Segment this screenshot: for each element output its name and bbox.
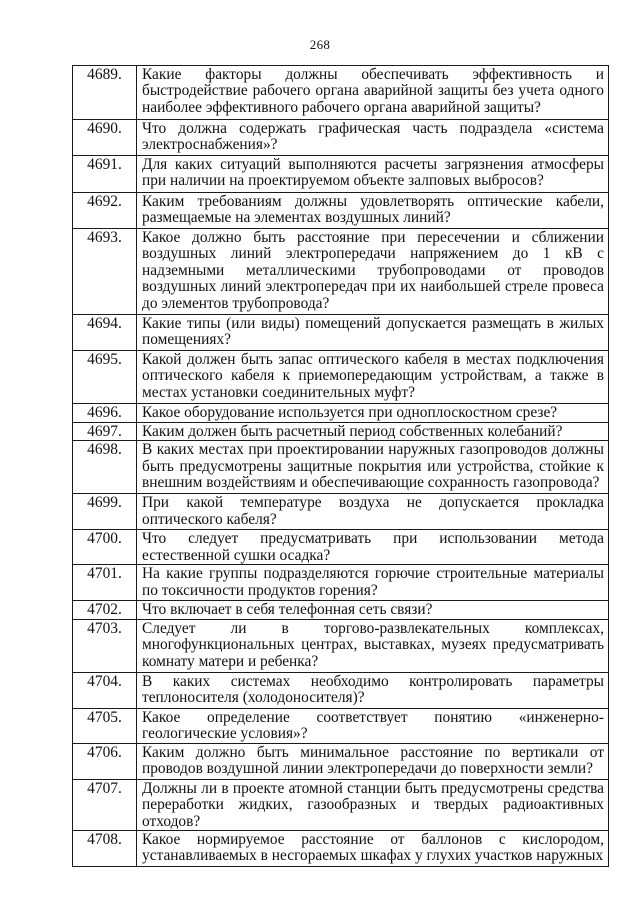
- question-number: 4700.: [73, 530, 137, 565]
- question-text: Каким должен быть расчетный период собственных колебаний?: [137, 423, 609, 441]
- table-row: [73, 619, 609, 672]
- question-text: При какой температуре воздуха не допускается прокладка оптического кабеля?: [137, 494, 609, 530]
- questions-table: [72, 65, 609, 867]
- question-number: 4699.: [73, 494, 137, 530]
- table-row: [73, 530, 609, 565]
- question-text: Какое оборудование используется при одноплоскостном срезе?: [137, 404, 609, 423]
- table-row: [73, 601, 609, 619]
- question-text: Должны ли в проекте атомной станции быть предусмотрены средства переработки жидких, газообразных и твердых радиоактивных отходов?: [137, 779, 609, 830]
- question-number: 4690.: [73, 120, 137, 156]
- question-number: 4704.: [73, 672, 137, 708]
- table-row: [73, 193, 609, 229]
- question-text: Какие факторы должны обеспечивать эффективность и быстродействие рабочего органа аварийной защиты без учета одного наиболее эффективного рабочего органа аварийной защиты?: [137, 66, 609, 120]
- question-number: 4708.: [73, 831, 137, 867]
- table-row: [73, 120, 609, 156]
- question-number: 4706.: [73, 743, 137, 779]
- question-text: Какое должно быть расстояние при пересечении и сближении воздушных линий электропередачи напряжением до 1 кВ с надземными металлическими трубопроводами от проводов воздушных линий электропередач при их наибольшей стреле провеса до элементов трубопровода?: [137, 229, 609, 315]
- table-row: [73, 831, 609, 867]
- question-text: Для каких ситуаций выполняются расчеты загрязнения атмосферы при наличии на проектируемом объекте залповых выбросов?: [137, 156, 609, 193]
- table-row: [73, 708, 609, 743]
- table-row: [73, 779, 609, 830]
- question-number: 4695.: [73, 351, 137, 404]
- question-text: В каких местах при проектировании наружных газопроводов должны быть предусмотрены защитные покрытия или устройства, стойкие к внешним воздействиям и обеспечивающие сохранность газопровода?: [137, 441, 609, 494]
- table-row: [73, 404, 609, 423]
- page-number: 268: [309, 37, 331, 52]
- question-text: На какие группы подразделяются горючие строительные материалы по токсичности продуктов горения?: [137, 565, 609, 601]
- question-number: 4693.: [73, 229, 137, 315]
- table-row: [73, 672, 609, 708]
- table-row: [73, 441, 609, 494]
- question-number: 4698.: [73, 441, 137, 494]
- question-number: 4707.: [73, 779, 137, 830]
- question-text: Что включает в себя телефонная сеть связи?: [137, 601, 609, 619]
- question-number: 4691.: [73, 156, 137, 193]
- table-row: [73, 351, 609, 404]
- question-number: 4694.: [73, 315, 137, 351]
- question-number: 4696.: [73, 404, 137, 423]
- question-text: Какие типы (или виды) помещений допускается размещать в жилых помещениях?: [137, 315, 609, 351]
- question-text: Какое определение соответствует понятию «инженерно-геологические условия»?: [137, 708, 609, 743]
- question-text: Каким должно быть минимальное расстояние по вертикали от проводов воздушной линии электропередачи до поверхности земли?: [137, 743, 609, 779]
- question-number: 4692.: [73, 193, 137, 229]
- question-number: 4703.: [73, 619, 137, 672]
- table-row: [73, 565, 609, 601]
- question-text: Следует ли в торгово-развлекательных комплексах, многофункциональных центрах, выставках, музеях предусматривать комнату матери и ребенка?: [137, 619, 609, 672]
- question-number: 4705.: [73, 708, 137, 743]
- table-row: [73, 315, 609, 351]
- question-text: В каких системах необходимо контролировать параметры теплоносителя (холодоносителя)?: [137, 672, 609, 708]
- table-row: [73, 156, 609, 193]
- question-text: Каким требованиям должны удовлетворять оптические кабели, размещаемые на элементах воздушных линий?: [137, 193, 609, 229]
- table-row: [73, 229, 609, 315]
- table-row: [73, 494, 609, 530]
- question-text: Какой должен быть запас оптического кабеля в местах подключения оптического кабеля к приемопередающим устройствам, а также в местах установки соединительных муфт?: [137, 351, 609, 404]
- question-text: Что должна содержать графическая часть подраздела «система электроснабжения»?: [137, 120, 609, 156]
- question-number: 4697.: [73, 423, 137, 441]
- question-text: Что следует предусматривать при использовании метода естественной сушки осадка?: [137, 530, 609, 565]
- question-number: 4701.: [73, 565, 137, 601]
- table-row: [73, 66, 609, 120]
- table-row: [73, 743, 609, 779]
- table-row: [73, 423, 609, 441]
- question-number: 4702.: [73, 601, 137, 619]
- question-number: 4689.: [73, 66, 137, 120]
- question-text: Какое нормируемое расстояние от баллонов с кислородом, устанавливаемых в несгораемых шкафах у глухих участков наружных: [137, 831, 609, 867]
